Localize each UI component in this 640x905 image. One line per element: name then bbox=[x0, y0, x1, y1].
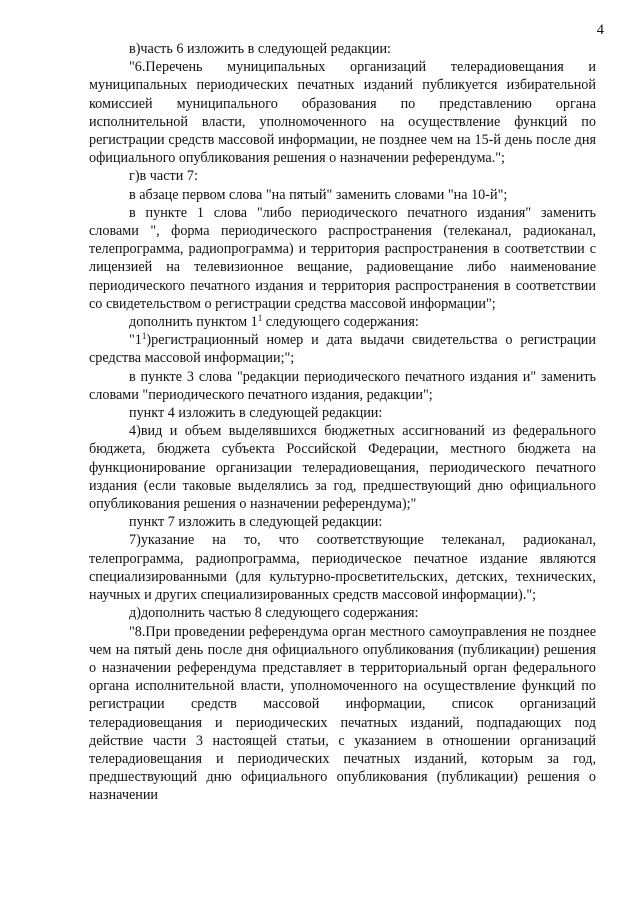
paragraph-item-1-1-text bbox=[89, 331, 596, 367]
paragraph-item-1: в пункте 1 слова "либо периодического печатного издания" заменить словами ", форма периодического распространения (телеканал, радиоканал, телепрограмма, радиопрограмма) и территория распространения в соответствии с лицензией на телевизионное вещание, радиовещание либо наименование периодического печатного издания и территория распространения в соответствии со свидетельством о регистрации средства массовой информации"; bbox=[89, 204, 596, 312]
paragraph-item-7-heading: пункт 7 изложить в следующей редакции: bbox=[129, 514, 383, 531]
text-fragment: дополнить пунктом 1 bbox=[129, 314, 258, 331]
superscript: 1 bbox=[257, 313, 263, 324]
text-fragment: )регистрационный номер и дата выдачи свидетельства о регистрации средства массовой информации;"; bbox=[89, 332, 596, 367]
paragraph-part-7-heading: г)в части 7: bbox=[129, 168, 198, 185]
paragraph-item-4-text: 4)вид и объем выделявшихся бюджетных ассигнований из федерального бюджета, бюджета субъекта Российской Федерации, местного бюджета на функционирование организации телерадиовещания, периодического печатного издания (если таковые выделялись за год, предшествующий дню официального опубликования решения о назначении референдума);" bbox=[89, 423, 596, 513]
paragraph-add-item-1-1 bbox=[89, 313, 596, 331]
text-fragment: "1 bbox=[129, 332, 142, 349]
paragraph-item-4-heading: пункт 4 изложить в следующей редакции: bbox=[129, 405, 383, 422]
page-number: 4 bbox=[596, 22, 604, 38]
paragraph-part-8-text: "8.При проведении референдума орган местного самоуправления не позднее чем на пятый день после дня официального опубликования (публикации) решения о назначении референдума представляет в территориальный орган федерального органа исполнительной власти, уполномоченного на осуществление функций по регистрации средств массовой информации, список организаций телерадиовещания и периодических печатных изданий, подпадающих под действие части 3 настоящей статьи, с указанием в отношении организаций телерадиовещания и периодических печатных изданий, которым за год, предшествующий дню официального опубликования (публикации) решения о назначении bbox=[89, 623, 596, 804]
superscript: 1 bbox=[141, 331, 147, 342]
paragraph-part-6-text: "6.Перечень муниципальных организаций телерадиовещания и муниципальных периодических печатных изданий публикуется избирательной комиссией муниципального образования по представлению органа исполнительной власти, уполномоченного на осуществление функций по регистрации средств массовой информации, не позднее чем на 15-й день после дня официального опубликования решения о назначении референдума."; bbox=[89, 59, 596, 167]
paragraph-first-abzats: в абзаце первом слова "на пятый" заменить словами "на 10-й"; bbox=[129, 186, 508, 203]
paragraph-part-8-heading: д)дополнить частью 8 следующего содержания: bbox=[129, 605, 419, 622]
text-fragment: следующего содержания: bbox=[262, 314, 419, 331]
document-body bbox=[89, 40, 596, 805]
paragraph-item-3: в пункте 3 слова "редакции периодического печатного издания и" заменить словами "периодического печатного издания, редакции"; bbox=[89, 368, 596, 403]
paragraph-item-7-text: 7)указание на то, что соответствующие телеканал, радиоканал, телепрограмма, радиопрограмма, периодическое печатное издание являются специализированными (для культурно-просветительских, детских, технических, научных и других специализированных средств массовой информации)."; bbox=[89, 532, 596, 604]
paragraph-part-6-heading: в)часть 6 изложить в следующей редакции: bbox=[129, 41, 391, 57]
